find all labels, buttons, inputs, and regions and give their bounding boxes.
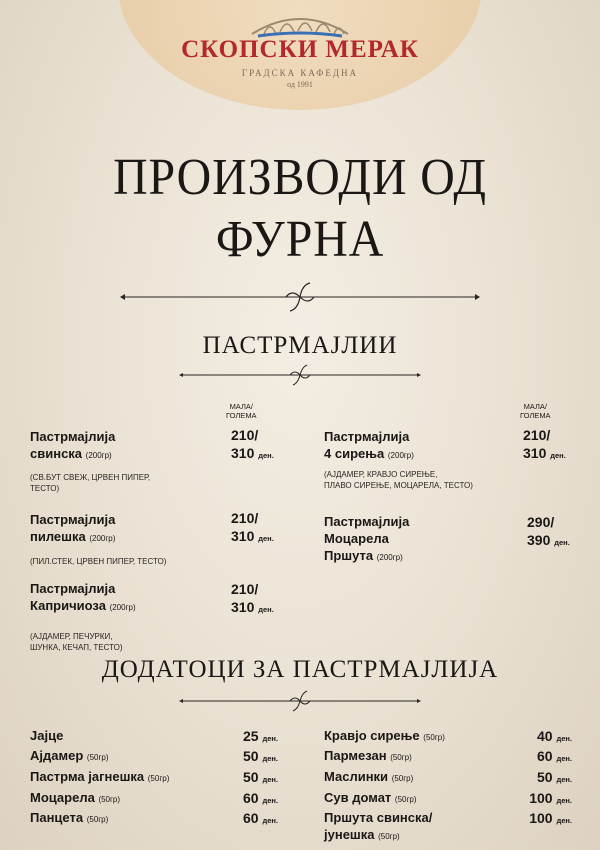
addon-name: Пармезан (50гр) <box>324 748 412 763</box>
menu-item-description: (ПИЛ.СТЕК, ЦРВЕН ПИПЕР, ТЕСТО) <box>30 557 167 566</box>
menu-item-price: 210/ 310 ден. <box>231 510 274 544</box>
addon-name: Пастрма јагнешка (50гр) <box>30 769 170 784</box>
divider-ornament-icon <box>118 280 482 314</box>
menu-item-price: 210/ 310 ден. <box>231 581 274 615</box>
page-title-line1: ПРОИЗВОДИ ОД <box>113 149 487 206</box>
addon-name: Јајце <box>30 728 64 743</box>
addon-price: 60 ден. <box>242 790 278 806</box>
addon-price: 50 ден. <box>242 769 278 785</box>
logo-tagline: ГРАДСКА КАФЕДНА <box>241 68 359 78</box>
page-title-line2: ФУРНА <box>215 211 385 268</box>
addon-name: Пршута свинска/ јунешка (50гр) <box>324 810 433 842</box>
addon-price: 50 ден. <box>536 769 572 785</box>
size-header-right: МАЛА/ ГОЛЕМА <box>520 402 551 420</box>
size-header-left: МАЛА/ ГОЛЕМА <box>226 402 257 420</box>
logo-since: од 1991 <box>287 80 313 89</box>
small-divider-ornament-icon <box>178 690 422 712</box>
addon-name: Маслинки (50гр) <box>324 769 414 784</box>
menu-item-name: Пастрмајлија 4 сирења (200гр) <box>324 429 414 461</box>
menu-item-name: Пастрмајлија пилешка (200гр) <box>30 512 116 544</box>
addon-price: 50 ден. <box>242 748 278 764</box>
addon-name: Кравјо сирење (50гр) <box>324 728 445 743</box>
menu-item-name: Пастрмајлија Моцарела Пршута (200гр) <box>324 514 410 563</box>
menu-item-name: Пастрмајлија свинска (200гр) <box>30 429 116 461</box>
addon-price: 60 ден. <box>536 748 572 764</box>
menu-item-description: (СВ.БУТ СВЕЖ, ЦРВЕН ПИПЕР, ТЕСТО) <box>30 473 151 493</box>
addon-name: Ајдамер (50гр) <box>30 748 109 763</box>
menu-item-description: (АЈДАМЕР, КРАВЈО СИРЕЊЕ, ПЛАВО СИРЕЊЕ, МОЦАРЕЛА, ТЕСТО) <box>324 470 473 490</box>
addon-price: 40 ден. <box>536 728 572 744</box>
menu-item-name: Пастрмајлија Капричиоза (200гр) <box>30 581 136 613</box>
addon-price: 100 ден. <box>529 790 572 806</box>
logo <box>0 0 600 100</box>
addon-name: Сув домат (50гр) <box>324 790 417 805</box>
logo-name: СКОПСКИ МЕРАК <box>181 36 419 63</box>
addon-price: 100 ден. <box>529 810 572 826</box>
addon-price: 60 ден. <box>242 810 278 826</box>
menu-item-description: (АЈДАМЕР, ПЕЧУРКИ, ШУНКА, КЕЧАП, ТЕСТО) <box>30 632 123 652</box>
menu-item-price: 210/ 310 ден. <box>523 427 566 461</box>
section-title-pastrmajlii: ПАСТРМАЈЛИИ <box>202 332 398 359</box>
section-title-addons: ДОДАТОЦИ ЗА ПАСТРМАЈЛИЈА <box>101 656 499 683</box>
menu-item-price: 210/ 310 ден. <box>231 427 274 461</box>
addon-name: Панцета (50гр) <box>30 810 109 825</box>
small-divider-ornament-icon <box>178 364 422 386</box>
addon-price: 25 ден. <box>242 728 278 744</box>
menu-item-price: 290/ 390 ден. <box>527 514 570 548</box>
addon-name: Моцарела (50гр) <box>30 790 121 805</box>
bridge-arches-icon <box>250 10 350 38</box>
